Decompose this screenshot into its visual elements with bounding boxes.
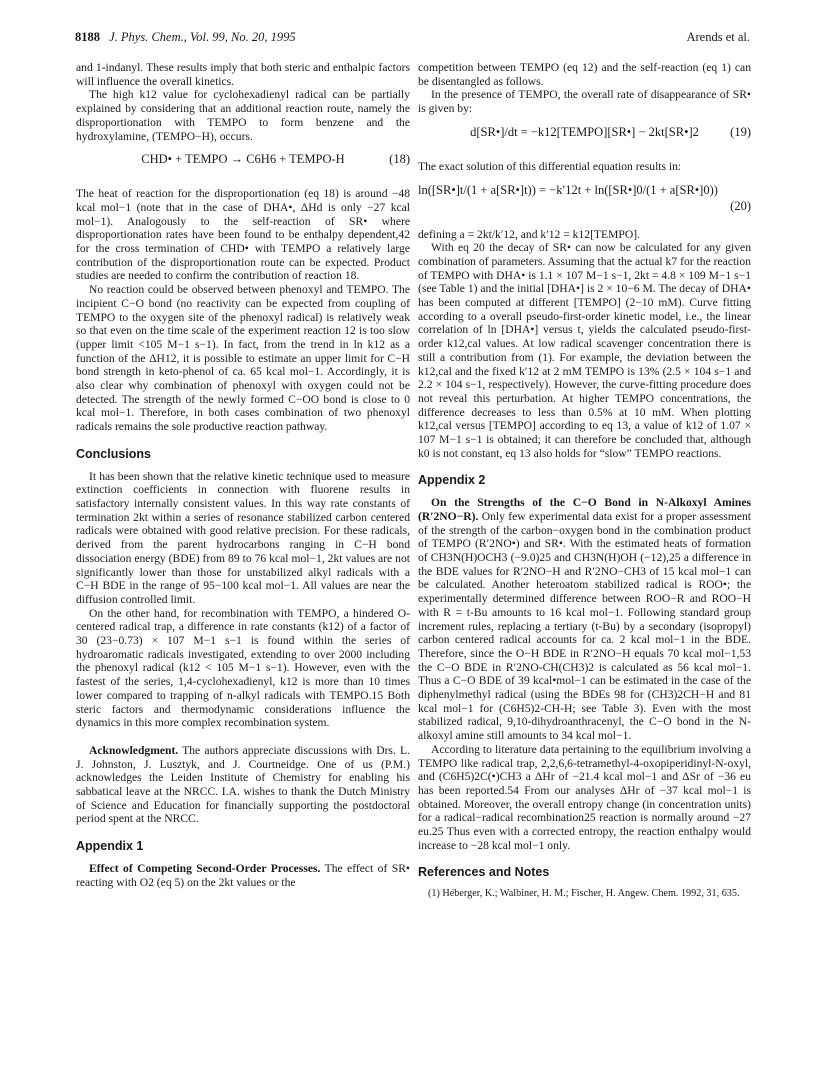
acknowledgment-text: The authors appreciate discussions with Drs. L. J. Johnston, J. Lusztyk, and J. Courtneidge. One of us (P.M.) acknowledges the Leiden Institute of Chemistry for enabling his sabbatical leave at the NRCC. I.A. wishes to thank the Dutch Ministry of Science and Education for financially supporting the postdoctoral period spent at the NRCC. [76, 743, 410, 826]
equation-number: (20) [730, 198, 751, 213]
appendix-2-paragraph [418, 496, 751, 743]
appendix-1-paragraph [76, 862, 410, 889]
page-header [75, 30, 750, 50]
header-left [75, 30, 296, 45]
acknowledgment-lead: Acknowledgment. [89, 743, 179, 757]
acknowledgment [76, 744, 410, 826]
equation-19 [418, 126, 751, 148]
page-number: 8188 [75, 30, 100, 44]
paragraph: According to literature data pertaining to the equilibrium involving a TEMPO like radical trap, 2,2,6,6-tetramethyl-4-oxopiperidinyl-N-oxyl, and (C6H5)2C(•)CH3 a ΔHr of −21.4 kcal mol−1 and ΔSr of −36 eu has been reported.54 From our analyses ΔHr of −37 kcal mol−1 is obtained. Moreover, the overall entropy change (in concentration units) for a radical−radical recombination25 reaction is normally around −27 eu.25 Thus even with a corrected entropy, the reaction enthalpy would increase to −28 kcal mol−1 only. [418, 742, 751, 852]
paragraph: On the other hand, for recombination with TEMPO, a hindered O-centered radical trap, a difference in rate constants (k12) of a factor of 30 (23−0.73) × 107 M−1 s−1 is found within the series of hydroaromatic radicals investigated, extending to over 2000 including the phenoxyl radical (k12 < 105 M−1 s−1). However, even with the fastest of the series, 1,4-cyclohexadienyl, k12 is more than 10 times lower compared to trapping of n-alkyl radicals with TEMPO.15 Both steric factors and thermodynamic considerations influence the dynamics in this more complex recombination system. [76, 606, 410, 730]
right-column [418, 61, 751, 900]
equation-body: CHD• + TEMPO → C6H6 + TEMPO-H [141, 152, 345, 167]
section-heading-conclusions: Conclusions [76, 446, 152, 461]
references-list [418, 888, 751, 900]
appendix-1-lead: Effect of Competing Second-Order Processes. [89, 861, 321, 875]
appendix-2-lead: On the Strengths of the C−O Bond in N-Alkoxyl Amines (R′2NO−R). [418, 496, 751, 523]
paragraph: With eq 20 the decay of SR• can now be calculated for any given combination of parameters. Assuming that the actual k7 for the reaction of TEMPO with DHA• is 1.1 × 107 M−1 s−1, 2kt = 4.8 × 109 M−1 s−1 (see Table 1) and the initial [DHA•] is 2 × 10−6 M. The decay of DHA• has been computed at different [TEMPO] (2−10 mM). Curve fitting according to a overall pseudo-first-order kinetic model, i.e., the linear correlation of ln [DHA•] versus t, yields the calculated pseudo-first-order k12,cal values. At low radical scavenger concentration there is still a contribution from (1). For example, the deviation between the k12,cal and the fixed k′12 at 2 mM TEMPO is 13% (2.5 × 104 s−1 and 2.2 × 104 s−1, respectively). However, the curve-fitting procedure does not reveal this perturbation. At higher TEMPO concentrations, the difference decreases to less than 0.5% at 10 mM. When plotting k12,cal versus [TEMPO] according to eq 13, a value of k12 of 1.07 × 107 M−1 s−1 is obtained; it can therefore be concluded that, although k0 is not constant, eq 13 also holds for “slow” TEMPO reactions. [418, 241, 751, 460]
reference-item: (1) Héberger, K.; Walbiner, H. M.; Fischer, H. Angew. Chem. 1992, 31, 635. [428, 888, 740, 900]
paragraph: It has been shown that the relative kinetic technique used to measure extinction coefficients in connection with fluorene results in satisfactory internally consistent values. In this way rate constants of termination 2kt within a series of resonance stabilized carbon centered radicals were obtained with good relative precision. For these radicals, derived from the parent hydrocarbons ranging in C−H bond dissociation energy (BDE) from 89 to 76 kcal mol−1, 2kt values are not significantly lower than those for unstabilized alkyl radicals with a C−H BDE in the range of 95−100 kcal mol−1. All values are near the diffusion controlled limit. [76, 469, 410, 606]
section-heading-appendix-2: Appendix 2 [418, 473, 486, 488]
paragraph: defining a = 2kt/k′12, and k′12 = k12[TEMPO]. [418, 227, 640, 241]
equation-20 [418, 184, 751, 216]
equation-body: ln([SR•]t/(1 + a[SR•]t)) = −k′12t + ln([SR•]0/(1 + a[SR•]0)) [418, 182, 718, 197]
appendix-2-text: Only few experimental data exist for a proper assessment of the strength of the carbon−oxygen bond in the combination product of TEMPO (R′2NO•) and SR•. With the estimated heats of formation of CH3N(H)OCH3 (−9.0)25 and CH3N(H)OH (−12),25 a difference in the BDE values for R′2NO−H and R′2NO−CH3 of 15 kcal mol−1 can be calculated. Another heteroatom stabilized radical is ROO•; the experimentally determined difference between ROO−R and ROO−H with R = t-Bu amounts to 16 kcal mol−1. Following standard group increment rules, replacing a tertiary (t-Bu) by a secondary (isopropyl) carbon centered radical accounts for ca. 2 kcal mol−1 in the BDE. Therefore, since the O−H BDE in R′2NO−H equals 70 kcal mol−1,53 the C−O BDE in R′2NO-CH(CH3)2 is calculated as 56 kcal mol−1. Thus a C−O BDE of 39 kcal•mol−1 can be estimated in the case of the diphenylmethyl radical (using the BDEs 98 for (CH3)2CH−H and 81 kcal mol−1 for (C6H5)2-CH-H; see Table 3). Even with the most stabilized radical, 9,10-dihydroanthracenyl, the C−O bond in the N-alkoxyl amine still amounts to 34 kcal mol−1. [418, 509, 752, 743]
paragraph: No reaction could be observed between phenoxyl and TEMPO. The incipient C−O bond (no reactivity can be expected from coupling of TEMPO to the oxygen site of the phenoxyl radical) is relatively weak so that even on the time scale of the experiment reaction 12 is too slow (upper limit <105 M−1 s−1). In fact, from the trend in ln k12 as a function of the ΔH12, it is possible to estimate an upper limit for C−H bond strength in keto-phenol of ca. 65 kcal mol−1. Accordingly, it is also clear why combination of phenoxyl with oxygen could not be detected. The strength of the newly formed C−OO bond is close to 0 kcal mol−1. Therefore, in both cases combination of two phenoxyl radicals remains the sole productive reaction pathway. [76, 283, 410, 434]
appendix-1-text: The effect of SR• reacting with O2 (eq 5) on the 2kt values or the [76, 861, 410, 889]
section-heading-appendix-1: Appendix 1 [76, 839, 144, 854]
paragraph: The heat of reaction for the disproportionation (eq 18) is around −48 kcal mol−1 (note that in the case of DHA•, ΔHd is only −27 kcal mol−1). Analogously to the self-reaction of SR• where disproportionation rates have been found to be enthalpy dependent,42 for the cross termination of CHD• with TEMPO a relatively large contribution of the disproportionation route can be expected. Product studies are needed to confirm the contribution of reaction 18. [76, 187, 410, 283]
equation-body: d[SR•]/dt = −k12[TEMPO][SR•] − 2kt[SR•]2 [470, 124, 699, 139]
equation-18 [76, 153, 410, 175]
journal-citation: J. Phys. Chem., Vol. 99, No. 20, 1995 [109, 30, 296, 44]
paragraph: and 1-indanyl. These results imply that both steric and enthalpic factors will influence the overall kinetics. [76, 61, 410, 88]
running-authors: Arends et al. [686, 30, 750, 44]
paragraph: In the presence of TEMPO, the overall rate of disappearance of SR• is given by: [418, 88, 751, 116]
section-heading-references: References and Notes [418, 865, 550, 880]
paragraph: The high k12 value for cyclohexadienyl radical can be partially explained by considering that an additional reaction route, namely the disproportionation with TEMPO to form benzene and the hydroxylamine, (TEMPO−H), occurs. [76, 88, 410, 143]
left-column [76, 61, 410, 889]
equation-number: (18) [389, 152, 410, 167]
equation-number: (19) [730, 124, 751, 139]
paragraph: The exact solution of this differential equation results in: [418, 159, 682, 173]
paragraph: competition between TEMPO (eq 12) and the self-reaction (eq 1) can be disentangled as follows. [418, 61, 751, 88]
